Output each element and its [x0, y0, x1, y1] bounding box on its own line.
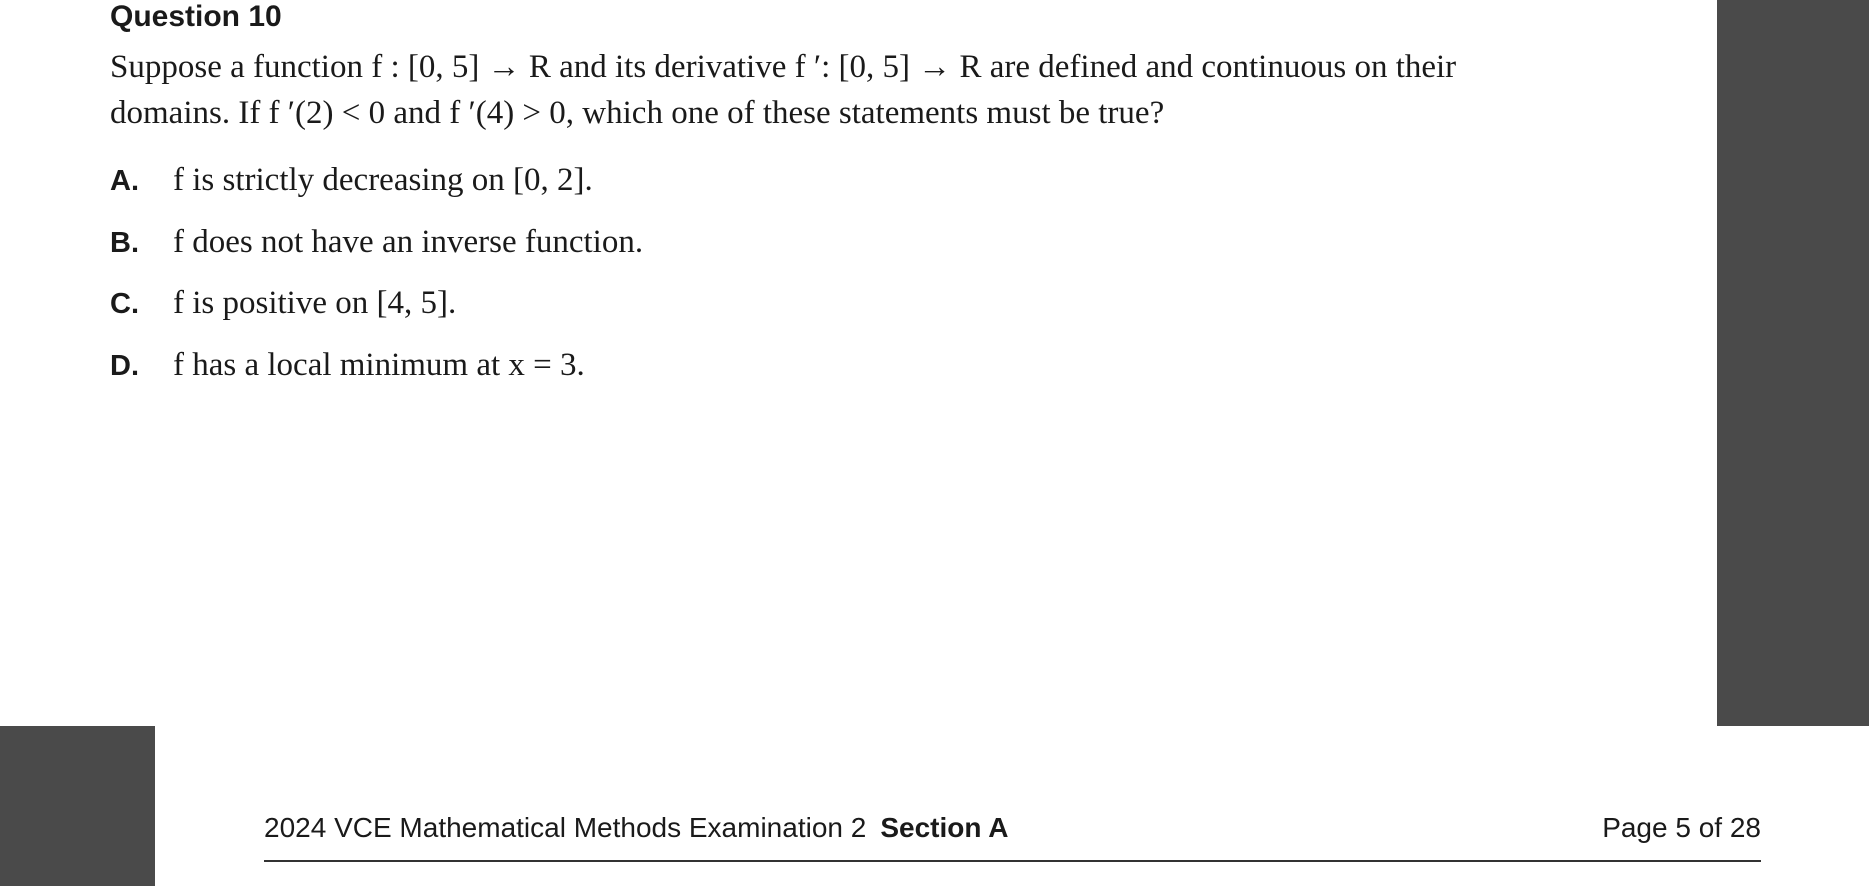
question-stem [110, 44, 1670, 136]
option-b-text: f does not have an inverse function. [173, 224, 644, 260]
question-stem-line-2: domains. If f ′(2) < 0 and f ′(4) > 0, which one of these statements must be true? [110, 95, 1165, 131]
footer-rule [264, 860, 1761, 862]
question-heading: Question 10 [110, 0, 282, 33]
option-d-letter: D. [110, 350, 139, 382]
footer-exam-title: 2024 VCE Mathematical Methods Examination 2 [264, 812, 867, 843]
footer-page-number: Page 5 of 28 [1602, 812, 1761, 843]
right-margin-bar [1717, 0, 1869, 726]
option-b[interactable] [110, 224, 643, 268]
option-c-text: f is positive on [4, 5]. [173, 285, 457, 321]
option-c-letter: C. [110, 288, 139, 320]
bottom-left-corner-block [0, 726, 155, 886]
option-a[interactable] [110, 162, 593, 206]
question-stem-line-1: Suppose a function f : [0, 5] → R and its derivative f ′: [0, 5] → R are defined and continuous on their [110, 49, 1457, 85]
footer-section-label: Section A [880, 812, 1009, 843]
footer-exam-info [264, 812, 1008, 844]
option-c[interactable] [110, 285, 456, 329]
option-a-letter: A. [110, 165, 139, 197]
option-b-letter: B. [110, 227, 139, 259]
option-d-text: f has a local minimum at x = 3. [173, 347, 585, 383]
option-a-text: f is strictly decreasing on [0, 2]. [173, 162, 593, 198]
option-d[interactable] [110, 347, 585, 391]
